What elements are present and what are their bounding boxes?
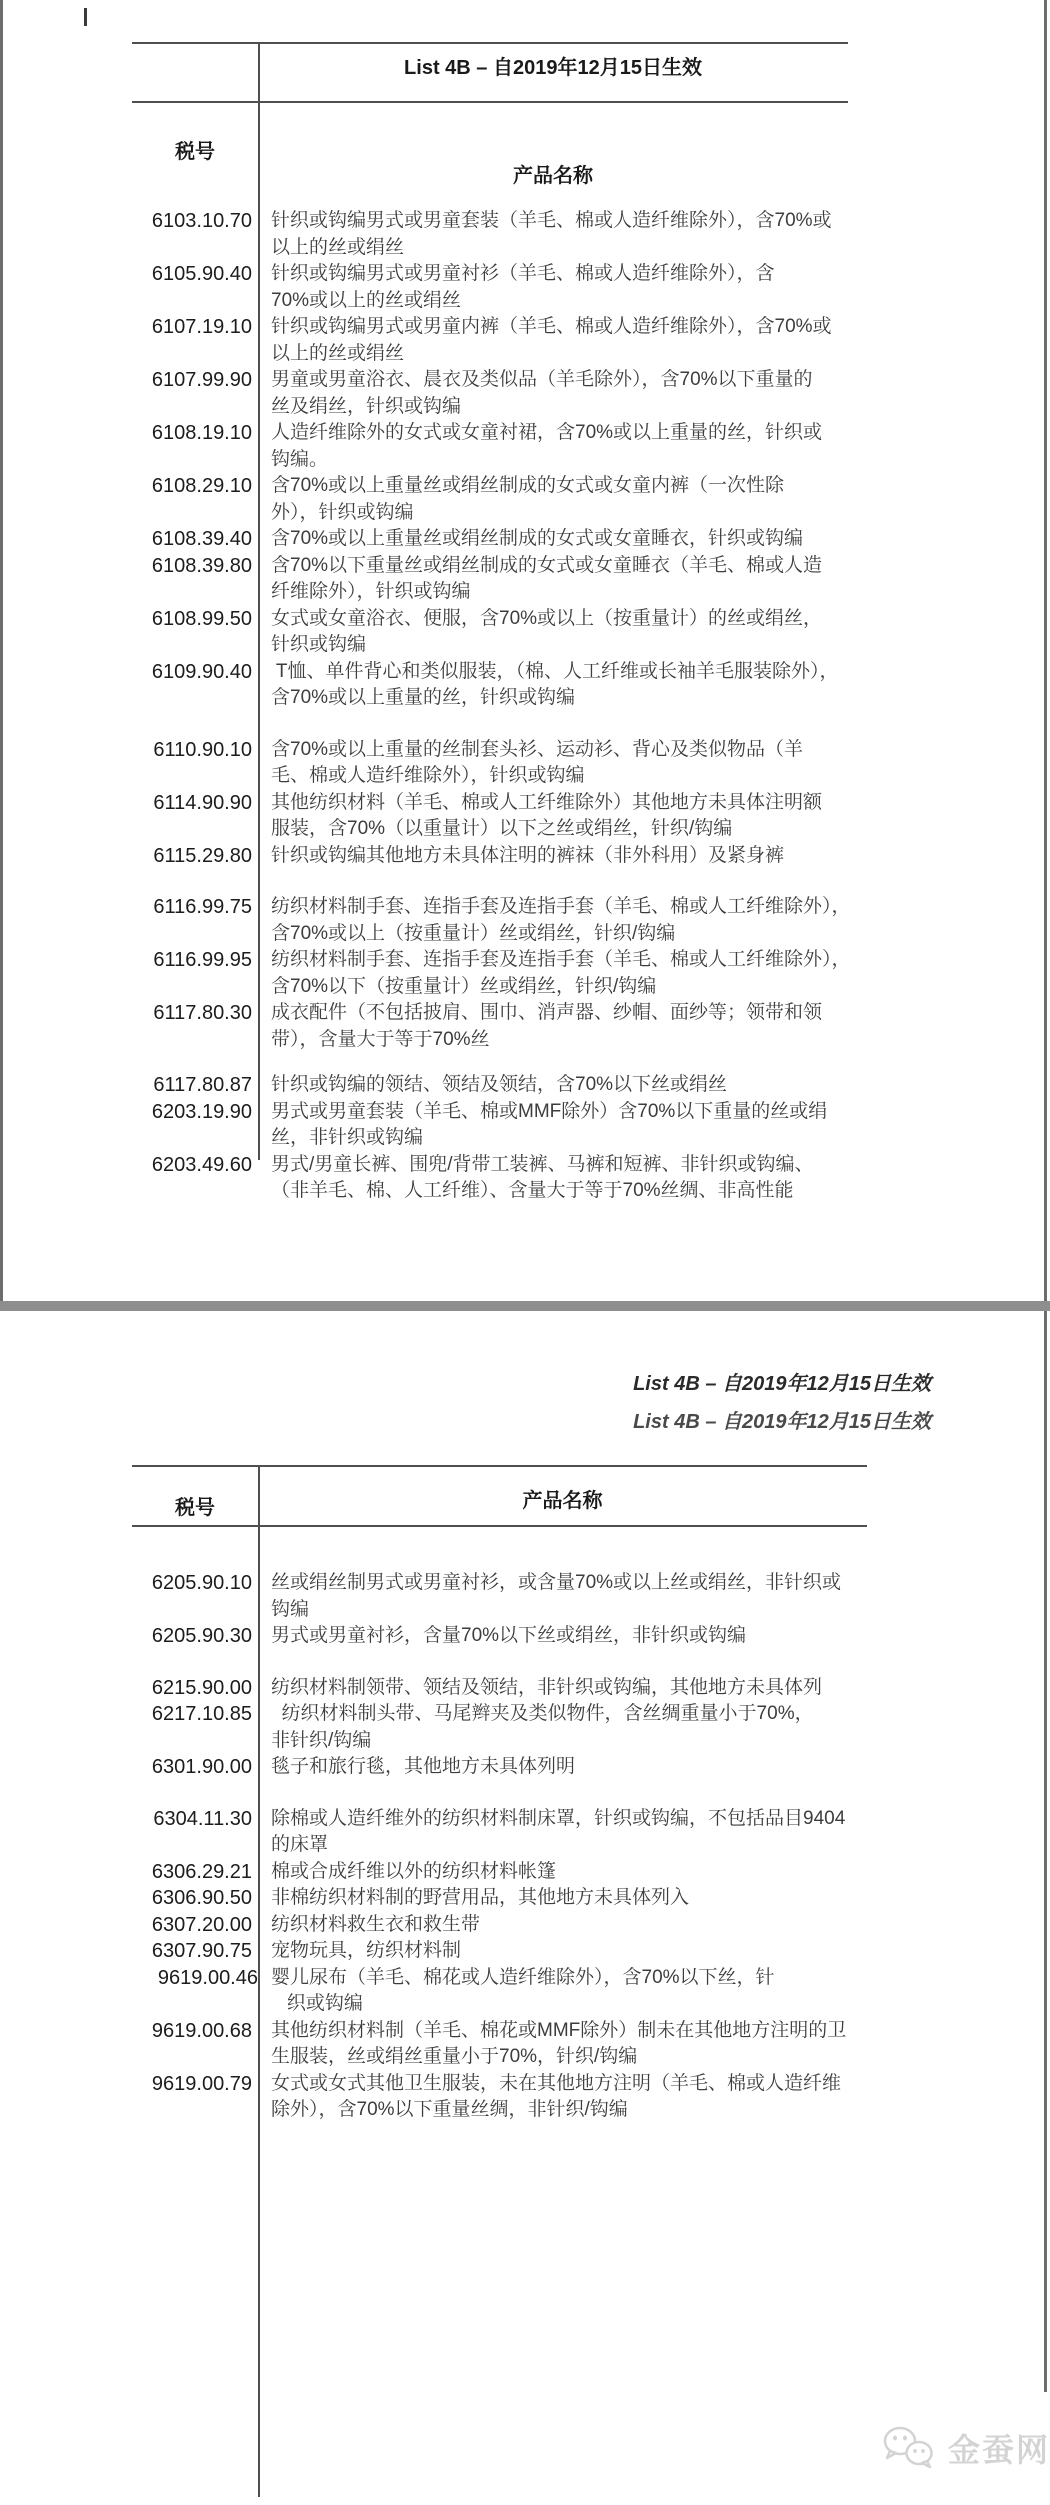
table-row bbox=[132, 1701, 867, 1754]
product-line: 非棉纺织材料制的野营用品，其他地方未具体列入 bbox=[271, 1887, 690, 1908]
page2-list-title: List 4B – 自2019年12月15日生效 bbox=[633, 1373, 931, 1395]
hts-code: 6116.99.75 bbox=[153, 896, 252, 918]
product-line: 钩编。 bbox=[271, 448, 329, 470]
hts-code: 6110.90.10 bbox=[153, 738, 252, 761]
table-row bbox=[132, 1570, 867, 1623]
product-line: 含70%或以上重量的丝，针织或钩编 bbox=[271, 687, 576, 708]
hts-code: 6114.90.90 bbox=[153, 791, 252, 814]
column-header-name: 产品名称 bbox=[513, 165, 593, 187]
product-line: 人造纤维除外的女式或女童衬裙，含70%或以上重量的丝，针织或 bbox=[271, 422, 823, 443]
table-row bbox=[132, 2018, 867, 2071]
hts-code: 6306.90.50 bbox=[151, 1887, 252, 1909]
table-header-row bbox=[132, 1465, 867, 1527]
product-line: 成衣配件（不包括披肩、围巾、消声器、纱帽、面纱等；领带和领 bbox=[271, 1002, 823, 1023]
product-line: 含70%或以上重量丝或绢丝制成的女式或女童内裤（一次性除 bbox=[271, 475, 785, 496]
title-spacer bbox=[132, 44, 258, 101]
product-name bbox=[258, 1938, 867, 1965]
hts-code: 9619.00.68 bbox=[151, 2019, 252, 2042]
product-name bbox=[258, 553, 848, 606]
page2-list-title-clipped: List 4B – 自2019年12月15日生效 bbox=[633, 1411, 931, 1433]
hts-code: 9619.00.79 bbox=[151, 2072, 252, 2095]
hts-code: 6108.39.80 bbox=[151, 554, 252, 577]
table-row bbox=[132, 553, 848, 606]
hts-code: 9619.00.46 bbox=[157, 1966, 258, 1989]
column-separator-line bbox=[258, 1465, 260, 2497]
product-line: 纺织材料救生衣和救生带 bbox=[271, 1913, 481, 1935]
product-line: 除棉或人造纤维外的纺织材料制床罩，针织或钩编，不包括品目9404 bbox=[271, 1807, 846, 1829]
product-line: 针织或钩编的领结、领结及领结，含70%以下丝或绢丝 bbox=[271, 1074, 728, 1095]
hts-code: 6203.19.90 bbox=[151, 1100, 252, 1123]
product-name bbox=[258, 1859, 867, 1886]
product-name bbox=[258, 606, 848, 659]
hts-code: 6108.99.50 bbox=[151, 607, 252, 630]
product-line: 纺织材料制领带、领结及领结，非针织或钩编，其他地方未具体列 bbox=[271, 1676, 823, 1698]
table-row bbox=[132, 1965, 867, 2018]
product-line: 其他纺织材料（羊毛、棉或人工纤维除外）其他地方未具体注明额 bbox=[271, 791, 823, 813]
table-row bbox=[132, 1859, 867, 1886]
product-line: 针织或钩编 bbox=[271, 634, 367, 655]
hts-code: 6203.49.60 bbox=[151, 1153, 252, 1176]
hts-code: 6115.29.80 bbox=[153, 844, 252, 867]
product-line: 以上的丝或绢丝 bbox=[271, 236, 405, 258]
hts-code: 6307.90.75 bbox=[151, 1940, 252, 1962]
table-row bbox=[132, 1912, 867, 1939]
table-row bbox=[132, 947, 851, 1000]
table-row bbox=[132, 2071, 867, 2124]
table-row bbox=[132, 526, 848, 553]
table-row bbox=[132, 367, 848, 420]
product-line: 女式或女童浴衣、便服，含70%或以上（按重量计）的丝或绢丝， bbox=[271, 607, 823, 629]
product-name bbox=[258, 1623, 867, 1650]
product-line: 男式或男童套装（羊毛、棉或MMF除外）含70%以下重量的丝或绢 bbox=[271, 1100, 828, 1122]
product-line: 的床罩 bbox=[271, 1834, 329, 1855]
table-rows-page1 bbox=[132, 208, 851, 1205]
hts-code: 6105.90.40 bbox=[151, 263, 252, 285]
hts-code: 6301.90.00 bbox=[151, 1756, 252, 1778]
product-name bbox=[258, 1754, 867, 1781]
product-line: 含70%或以上重量的丝制套头衫、运动衫、背心及类似物品（羊 bbox=[271, 738, 804, 760]
product-line: 针织或钩编男式或男童内裤（羊毛、棉或人造纤维除外），含70%或 bbox=[271, 316, 832, 337]
hts-code: 6116.99.95 bbox=[153, 949, 252, 971]
product-line: 棉或合成纤维以外的纺织材料帐篷 bbox=[271, 1860, 557, 1882]
tariff-table-page1 bbox=[132, 42, 851, 1205]
product-line: 针织或钩编男式或男童衬衫（羊毛、棉或人造纤维除外），含 bbox=[271, 263, 775, 284]
product-line: 宠物玩具，纺织材料制 bbox=[271, 1940, 462, 1961]
hts-code: 6103.10.70 bbox=[151, 210, 252, 232]
hts-code: 6117.80.87 bbox=[153, 1074, 252, 1096]
product-name bbox=[258, 1675, 867, 1702]
product-line: 毯子和旅行毯，其他地方未具体列明 bbox=[271, 1756, 576, 1777]
table-title-row bbox=[132, 42, 848, 103]
table-row bbox=[132, 790, 848, 843]
product-line: 纺织材料制手套、连指手套及连指手套（羊毛、棉或人工纤维除外）， bbox=[271, 949, 851, 970]
product-line: 带），含量大于等于70%丝 bbox=[271, 1028, 490, 1050]
product-line: 钩编 bbox=[271, 1598, 310, 1620]
product-name bbox=[258, 1072, 848, 1099]
product-name bbox=[258, 261, 848, 314]
hts-code: 6108.29.10 bbox=[151, 475, 252, 497]
column-separator-line bbox=[258, 42, 260, 1160]
product-line: 除外），含70%以下重量丝绸，非针织/钩编 bbox=[271, 2099, 628, 2120]
hts-code: 6306.29.21 bbox=[151, 1860, 252, 1883]
product-name bbox=[258, 1885, 867, 1912]
product-line: 非针织/钩编 bbox=[271, 1729, 372, 1751]
table-row bbox=[132, 420, 848, 473]
table-row bbox=[132, 314, 848, 367]
page-separator-bar bbox=[0, 1301, 1050, 1311]
tariff-table-page2 bbox=[132, 1465, 867, 2505]
table-row bbox=[132, 1754, 867, 1781]
hts-code: 6107.19.10 bbox=[151, 316, 252, 338]
table-row bbox=[132, 1000, 848, 1053]
table-row bbox=[132, 894, 851, 947]
table-row bbox=[132, 606, 848, 659]
table-row bbox=[132, 208, 848, 261]
table-row bbox=[132, 1099, 848, 1152]
product-name bbox=[258, 1000, 848, 1053]
table-row bbox=[132, 1938, 867, 1965]
table-row bbox=[132, 261, 848, 314]
watermark-text: 金蚕网 bbox=[948, 2432, 1050, 2468]
hts-code: 6108.39.40 bbox=[151, 528, 252, 550]
product-name bbox=[258, 843, 848, 870]
table-row bbox=[132, 1806, 867, 1859]
product-line: 针织或钩编男式或男童套装（羊毛、棉或人造纤维除外），含70%或 bbox=[271, 210, 832, 231]
product-name bbox=[258, 1806, 867, 1859]
product-name bbox=[258, 314, 848, 367]
product-line: 外），针织或钩编 bbox=[271, 501, 414, 523]
product-line: 婴儿尿布（羊毛、棉花或人造纤维除外），含70%以下丝，针 bbox=[271, 1966, 775, 1988]
table-row bbox=[132, 659, 848, 712]
product-line: 女式或女式其他卫生服装，未在其他地方注明（羊毛、棉或人造纤维 bbox=[271, 2072, 842, 2094]
column-header-code: 税号 bbox=[175, 1496, 215, 1519]
product-line: 服装，含70%（以重量计）以下之丝或绢丝，针织/钩编 bbox=[271, 818, 733, 839]
column-header-name: 产品名称 bbox=[522, 1489, 603, 1512]
product-name bbox=[258, 2071, 867, 2124]
watermark bbox=[878, 2424, 1050, 2472]
hts-code: 6108.19.10 bbox=[151, 422, 252, 444]
table-row bbox=[132, 1885, 867, 1912]
product-name bbox=[258, 1701, 867, 1754]
product-line: 男式/男童长裤、围兜/背带工装裤、马裤和短裤、非针织或钩编、 bbox=[271, 1153, 814, 1175]
product-line: 含70%或以上（按重量计）丝或绢丝，针织/钩编 bbox=[271, 922, 676, 944]
product-line: 丝或绢丝制男式或男童衬衫，或含量70%或以上丝或绢丝，非针织或 bbox=[271, 1572, 842, 1593]
product-line: 纺织材料制头带、马尾辫夹及类似物件，含丝绸重量小于70%， bbox=[271, 1703, 814, 1724]
corner-tick-mark bbox=[84, 8, 87, 26]
product-name bbox=[258, 2018, 867, 2071]
table-rows-page2 bbox=[132, 1527, 867, 2124]
product-line: 其他纺织材料制（羊毛、棉花或MMF除外）制未在其他地方注明的卫 bbox=[271, 2019, 847, 2041]
product-line: 含70%以下（按重量计）丝或绢丝，针织/钩编 bbox=[271, 975, 657, 997]
product-name bbox=[258, 1570, 867, 1623]
product-name bbox=[258, 420, 848, 473]
product-line: 丝，非针织或钩编 bbox=[271, 1127, 424, 1148]
product-name bbox=[258, 790, 848, 843]
table-row bbox=[132, 737, 848, 790]
product-line: 男式或男童衬衫，含量70%以下丝或绢丝，非针织或钩编 bbox=[271, 1625, 747, 1646]
product-line: （非羊毛、棉、人工纤维）、含量大于等于70%丝绸、非高性能 bbox=[271, 1180, 794, 1201]
table-row bbox=[132, 1152, 848, 1205]
product-line: 生服装，丝或绢丝重量小于70%，针织/钩编 bbox=[271, 2046, 638, 2067]
product-line: 针织或钩编其他地方未具体注明的裤袜（非外科用）及紧身裤 bbox=[271, 844, 785, 866]
hts-code: 6304.11.30 bbox=[153, 1807, 252, 1830]
table-row bbox=[132, 473, 848, 526]
product-name bbox=[258, 1965, 867, 2018]
page-edge-line-left bbox=[0, 0, 3, 1311]
product-name bbox=[258, 367, 848, 420]
product-name bbox=[258, 894, 851, 947]
product-name bbox=[258, 473, 848, 526]
product-name bbox=[258, 947, 851, 1000]
column-header-code: 税号 bbox=[175, 141, 215, 163]
product-line: 男童或男童浴衣、晨衣及类似品（羊毛除外），含70%以下重量的 bbox=[271, 369, 813, 390]
product-name bbox=[258, 1152, 848, 1205]
product-line: 丝及绢丝，针织或钩编 bbox=[271, 395, 462, 417]
product-line: 含70%或以上重量丝或绢丝制成的女式或女童睡衣，针织或钩编 bbox=[271, 528, 804, 549]
product-name bbox=[258, 526, 848, 553]
product-name bbox=[258, 659, 848, 712]
product-name bbox=[258, 1099, 848, 1152]
product-line: 毛、棉或人造纤维除外），针织或钩编 bbox=[271, 765, 585, 786]
list-title: List 4B – 自2019年12月15日生效 bbox=[404, 57, 702, 79]
wechat-icon bbox=[878, 2424, 940, 2472]
page-edge-line-right bbox=[1044, 0, 1047, 2392]
product-name bbox=[258, 1912, 867, 1939]
table-row bbox=[132, 843, 848, 870]
hts-code: 6109.90.40 bbox=[151, 660, 252, 683]
table-row bbox=[132, 1675, 867, 1702]
hts-code: 6107.99.90 bbox=[151, 369, 252, 391]
product-line: 以上的丝或绢丝 bbox=[271, 342, 405, 364]
table-header-row bbox=[132, 103, 848, 208]
product-line: 织或钩编 bbox=[271, 1993, 363, 2014]
hts-code: 6215.90.00 bbox=[151, 1676, 252, 1699]
table-row bbox=[132, 1072, 848, 1099]
product-name bbox=[258, 208, 848, 261]
table-row bbox=[132, 1623, 867, 1650]
hts-code: 6117.80.30 bbox=[153, 1002, 252, 1024]
product-line: 纺织材料制手套、连指手套及连指手套（羊毛、棉或人工纤维除外）， bbox=[271, 896, 851, 917]
hts-code: 6205.90.10 bbox=[151, 1572, 252, 1594]
hts-code: 6217.10.85 bbox=[151, 1703, 252, 1725]
product-line: 纤维除外），针织或钩编 bbox=[271, 581, 471, 602]
product-line: 含70%以下重量丝或绢丝制成的女式或女童睡衣（羊毛、棉或人造 bbox=[271, 554, 823, 576]
product-name bbox=[258, 737, 848, 790]
product-line: 70%或以上的丝或绢丝 bbox=[271, 289, 462, 311]
hts-code: 6205.90.30 bbox=[151, 1625, 252, 1647]
hts-code: 6307.20.00 bbox=[151, 1913, 252, 1936]
product-line: T恤、单件背心和类似服装，（棉、人工纤维或长袖羊毛服装除外）， bbox=[271, 660, 839, 682]
